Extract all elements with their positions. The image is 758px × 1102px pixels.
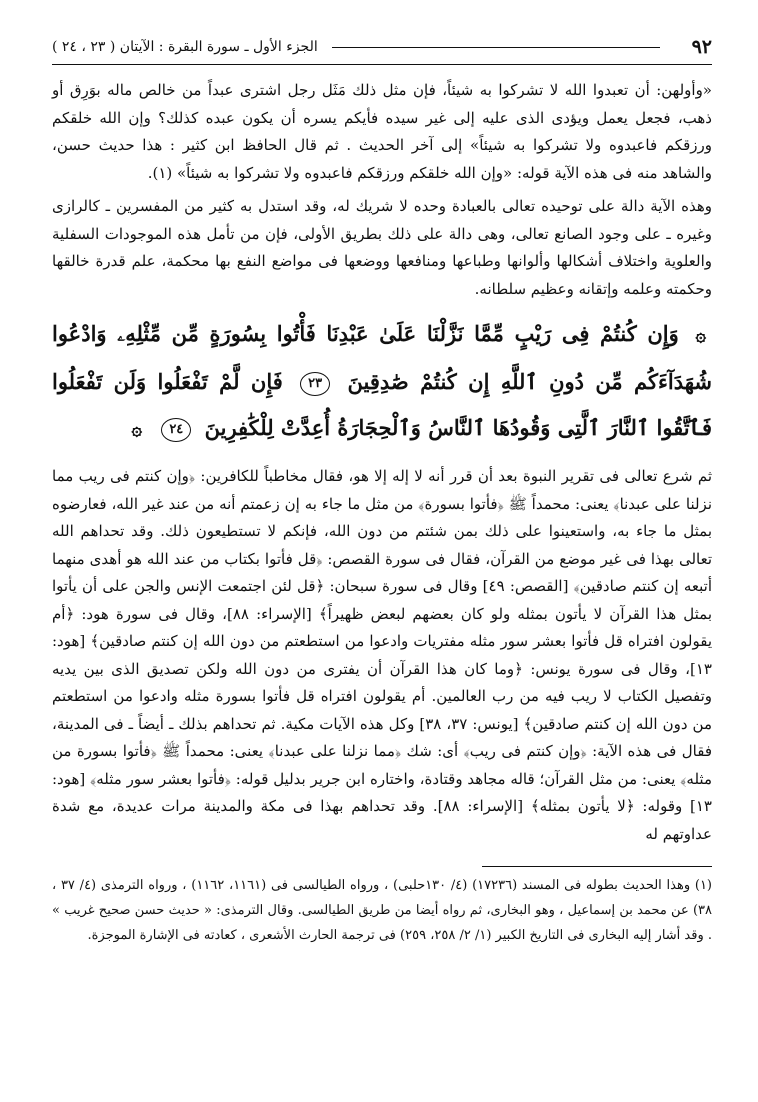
footnotes [52,873,712,948]
body-paragraph: وهذه الآية دالة على توحيده تعالى بالعبادة وحده لا شريك له، وقد استدل به كثير من المفسرين ـ كالرازى وغيره ـ على وجود الصانع تعالى، وهى دالة على ذلك بطريق الأولى، فإن من تأمل هذه الموجودات السفلية والعلوية واختلاف أشكالها وألوانها وطباعها ومنافعها ووضعها فى مواضع النفع بها محكمة، علم قدرة خالقها وحكمته وعلمه وإتقانه وعظيم سلطانه. [52,197,712,298]
header-divider [52,64,712,65]
quran-verses [52,311,712,453]
footnote-divider [482,866,712,867]
verse-text: وَإِن كُنتُمْ فِى رَيْبٍ مِّمَّا نَزَّلْنَا عَلَىٰ عَبْدِنَا فَأْتُوا بِسُورَةٍ مِّن مِّثْلِهِۦ وَادْعُوا شُهَدَآءَكُم مِّن دُونِ ٱللَّهِ إِن كُنتُمْ صَٰدِقِينَ [52,321,713,394]
page-number: ٩٢ [691,36,712,58]
body-paragraph: «وأولهن: أن تعبدوا الله لا تشركوا به شيئاً، فإن مثل ذلك مَثَل رجل اشترى عبداً من خالص ماله بوَرِق أو ذهب، فجعل يعمل ويؤدى الذى عليه إلى غير سيده فأيكم يسره أن يكون عبده كذلك؟ وإن الله خلقكم ورزقكم فاعبدوه ولا تشركوا به شيئاً» إلى آخر الحديث . ثم قال الحافظ ابن كثير : هذا حديث حسن، والشاهد منه فى هذه الآية قوله: «وإن الله خلقكم ورزقكم فاعبدوه ولا تشركوا به شيئاً» (١). [52,81,712,182]
running-head: الجزء الأول ـ سورة البقرة : الآيتان ( ٢٣ ، ٢٤ ) [52,39,318,55]
ayah-number: ٢٣ [300,372,330,396]
ornament-icon: ۞ [131,419,142,440]
footnote-text: (١) وهذا الحديث بطوله فى المسند (١٧٢٣٦) (٤/ ١٣٠حلبى) ، ورواه الطيالسى فى (١١٦١، ١١٦٢) ، ورواه الترمذى (٤/ ٣٧ ، ٣٨) عن محمد بن إسماعيل ، وهو البخارى، ثم رواه أيضا من طريق الطيالسى. وقال الترمذى: « حديث حسن صحيح غريب » . وقد أشار إليه البخارى فى التاريخ الكبير (١/ ٢/ ٢٥٨، ٢٥٩) فى ترجمة الحارث الأشعرى ، كعادته فى الإشارة الموجزة. [52,878,712,943]
commentary-paragraph: ثم شرع تعالى فى تقرير النبوة بعد أن قرر أنه لا إله إلا هو، فقال مخاطباً للكافرين: ﴿وإن كنتم فى ريب مما نزلنا على عبدنا﴾ يعنى: محمداً ﷺ ﴿فأتوا بسورة﴾ من مثل ما جاء به إن زعمتم أنه من عند غير الله، فعارضوه بمثل ما جاء به، واستعينوا على ذلك بمن شئتم من دون الله، فإنكم لا تستطيعون ذلك. وقد تحداهم الله تعالى بهذا فى غير موضع من القرآن، فقال فى سورة القصص: ﴿قل فأتوا بكتاب من عند الله هو أهدى منهما أتبعه إن كنتم صادقين﴾ [القصص: ٤٩] وقال فى سورة سبحان: ﴿قل لئن اجتمعت الإنس والجن على أن يأتوا بمثل هذا القرآن لا يأتون بمثله ولو كان بعضهم لبعض ظهيراً﴾ [الإسراء: ٨٨]، وقال فى سورة هود: ﴿أم يقولون افتراه قل فأتوا بعشر سور مثله مفتريات وادعوا من استطعتم من دون الله إن كنتم صادقين﴾ [هود: ١٣]، وقال فى سورة يونس: ﴿وما كان هذا القرآن أن يفترى من دون الله ولكن تصديق الذى بين يديه وتفصيل الكتاب لا ريب فيه من رب العالمين. أم يقولون افتراه قل فأتوا بسورة مثله وادعوا من استطعتم من دون الله إن كنتم صادقين﴾ [يونس: ٣٧، ٣٨] وكل هذه الآيات مكية. ثم تحداهم بذلك ـ أيضاً ـ فى المدينة، فقال فى هذه الآية: ﴿وإن كنتم فى ريب﴾ أى: شك ﴿مما نزلنا على عبدنا﴾ يعنى: محمداً ﷺ ﴿فأتوا بسورة من مثله﴾ يعنى: من مثل القرآن؛ قاله مجاهد وقتادة، واختاره ابن جرير بدليل قوله: ﴿فأتوا بعشر سور مثله﴾ [هود: ١٣] وقوله: ﴿لا يأتون بمثله﴾ [الإسراء: ٨٨]. وقد تحداهم بهذا فى مكة والمدينة مرات عديدة، مع شدة عداوتهم له [52,467,712,843]
ayah-number: ٢٤ [161,418,191,442]
verse-text: فَإِن لَّمْ تَفْعَلُوا وَلَن تَفْعَلُوا فَٱتَّقُوا ٱلنَّارَ ٱلَّتِى وَقُودُهَا ٱلنَّاسُ وَٱلْحِجَارَةُ أُعِدَّتْ لِلْكَٰفِرِينَ [52,369,712,440]
ornament-icon: ۞ [695,325,706,346]
page-header [52,34,712,60]
header-rule [332,47,660,48]
